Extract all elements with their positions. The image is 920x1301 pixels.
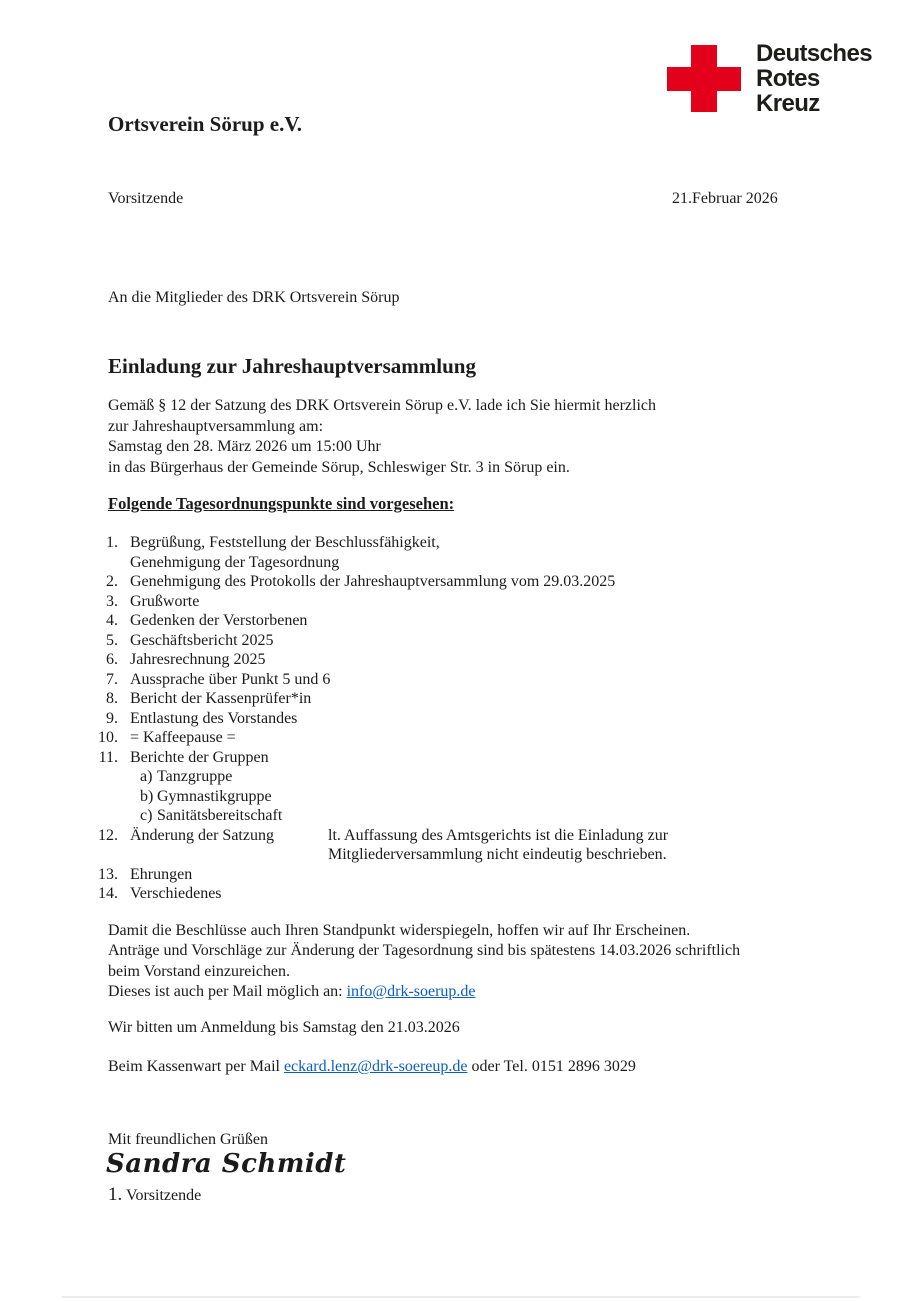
agenda-item: [96, 728, 876, 748]
agenda-subitem: [96, 787, 876, 807]
agenda-item: [96, 748, 876, 768]
outro-line: Damit die Beschlüsse auch Ihren Standpunkt widerspiegeln, hoffen wir auf Ihr Erscheinen.: [108, 922, 691, 939]
intro-paragraph: [108, 396, 656, 478]
agenda-subitem: [96, 767, 876, 787]
brand-wordmark: [756, 41, 872, 116]
outro-mail-line: [108, 982, 740, 1002]
agenda-item: [96, 689, 876, 709]
agenda-item-text: Grußworte: [130, 592, 200, 610]
agenda-item-note-line: lt. Auffassung des Amtsgerichts ist die Einladung zur: [328, 826, 669, 844]
sender-role: Vorsitzende: [108, 190, 184, 207]
agenda-item-text: Verschiedenes: [130, 885, 222, 902]
agenda-subitem-letter: a): [140, 768, 153, 785]
treasurer-contact-line: [108, 1058, 636, 1076]
agenda-item-number: 5.: [106, 631, 118, 649]
signer-role-number: 1.: [108, 1184, 123, 1205]
agenda-item-number: 8.: [106, 690, 118, 707]
signer-role: Vorsitzende: [125, 1187, 202, 1204]
agenda-item-text: Aussprache über Punkt 5 und 6: [130, 670, 331, 688]
treasurer-prefix: Beim Kassenwart per Mail: [108, 1058, 284, 1075]
outro-line: beim Vorstand einzureichen.: [108, 962, 291, 980]
agenda-subitem-letter: c): [140, 807, 153, 824]
agenda-item-number: 7.: [106, 670, 118, 688]
agenda-subitem: [96, 806, 876, 826]
agenda-item-number: 9.: [106, 709, 118, 727]
agenda-item-note: [328, 826, 668, 865]
agenda-item-text: Geschäftsbericht 2025: [130, 631, 274, 649]
agenda-item-number: 4.: [106, 612, 118, 629]
intro-line: Gemäß § 12 der Satzung des DRK Ortsverein Sörup e.V. lade ich Sie hiermit herzlich: [108, 397, 657, 414]
recipient-line: An die Mitglieder des DRK Ortsverein Sörup: [108, 289, 400, 306]
agenda-item: [96, 650, 876, 670]
agenda-item-number: 14.: [98, 885, 118, 902]
intro-line: in das Bürgerhaus der Gemeinde Sörup, Schleswiger Str. 3 in Sörup ein.: [108, 458, 570, 476]
outro-paragraph: [108, 921, 740, 1002]
agenda-item-text: Begrüßung, Feststellung der Beschlussfähigkeit,: [130, 534, 440, 551]
agenda-item-number: 6.: [106, 651, 118, 668]
agenda-item-number: 13.: [98, 865, 118, 883]
agenda-item: [96, 884, 876, 904]
agenda-item-number: 10.: [98, 729, 118, 746]
agenda-item-number: 2.: [106, 573, 118, 590]
agenda-item-number: 11.: [98, 748, 118, 766]
salutation: Mit freundlichen Grüßen: [108, 1131, 268, 1148]
agenda-item: [96, 826, 876, 865]
agenda-item-text: Entlastung des Vorstandes: [130, 709, 298, 727]
signature: Sandra Schmidt: [106, 1149, 347, 1179]
brand-line: Kreuz: [756, 90, 820, 117]
agenda-item-number: 3.: [106, 592, 118, 610]
agenda-list: [96, 533, 876, 904]
agenda-item: [96, 611, 876, 631]
red-cross-icon: [667, 45, 741, 112]
agenda-subitem-letter: b): [140, 787, 154, 805]
agenda-item: [96, 631, 876, 651]
treasurer-suffix: oder Tel. 0151 2896 3029: [467, 1058, 636, 1075]
agenda-item: [96, 865, 876, 885]
agenda-item-note-line: Mitgliederversammlung nicht eindeutig beschrieben.: [328, 846, 667, 863]
agenda-item: [96, 592, 876, 612]
agenda-item-number: 12.: [98, 826, 118, 844]
outro-mail-prefix: Dieses ist auch per Mail möglich an:: [108, 982, 347, 1000]
brand-line: Rotes: [756, 65, 820, 92]
agenda-item-text: Änderung der Satzung: [130, 826, 274, 844]
page-bottom-scan-line: [62, 1296, 860, 1298]
outro-line: Anträge und Vorschläge zur Änderung der Tagesordnung sind bis spätestens 14.03.2026 schriftlich: [108, 942, 741, 960]
treasurer-email-link[interactable]: eckard.lenz@drk-soereup.de: [283, 1058, 468, 1075]
agenda-item-text: Jahresrechnung 2025: [130, 651, 266, 668]
agenda-heading: Folgende Tagesordnungspunkte sind vorgesehen:: [108, 494, 455, 513]
org-title: Ortsverein Sörup e.V.: [108, 112, 303, 136]
agenda-item: [96, 670, 876, 690]
brand-line: Deutsches: [756, 40, 872, 67]
info-email-link[interactable]: info@drk-soerup.de: [346, 982, 476, 1000]
agenda-subitem-text: Gymnastikgruppe: [157, 787, 272, 805]
letter-date: 21.Februar 2026: [672, 190, 778, 207]
agenda-subitem-text: Tanzgruppe: [157, 768, 233, 785]
agenda-item-text: = Kaffeepause =: [130, 729, 236, 746]
agenda-item: [96, 572, 876, 592]
agenda-item-text: Gedenken der Verstorbenen: [130, 612, 308, 629]
agenda-item-text: Bericht der Kassenprüfer*in: [130, 690, 312, 707]
agenda-item-text: Genehmigung der Tagesordnung: [130, 553, 340, 571]
agenda-item-continuation: [96, 553, 876, 573]
agenda-item: [96, 709, 876, 729]
agenda-item-text: Berichte der Gruppen: [130, 748, 269, 766]
signer-role-line: [108, 1184, 201, 1206]
registration-deadline-line: Wir bitten um Anmeldung bis Samstag den 21.03.2026: [108, 1019, 460, 1036]
intro-line: Samstag den 28. März 2026 um 15:00 Uhr: [108, 438, 381, 455]
agenda-item-text: Ehrungen: [130, 865, 193, 883]
agenda-item: [96, 533, 876, 553]
intro-line: zur Jahreshauptversammlung am:: [108, 417, 324, 435]
agenda-subitem-text: Sanitätsbereitschaft: [157, 807, 283, 824]
subject-heading: Einladung zur Jahreshauptversammlung: [108, 354, 476, 378]
agenda-item-number: 1.: [106, 534, 118, 551]
agenda-item-text: Genehmigung des Protokolls der Jahreshauptversammlung vom 29.03.2025: [130, 573, 616, 590]
